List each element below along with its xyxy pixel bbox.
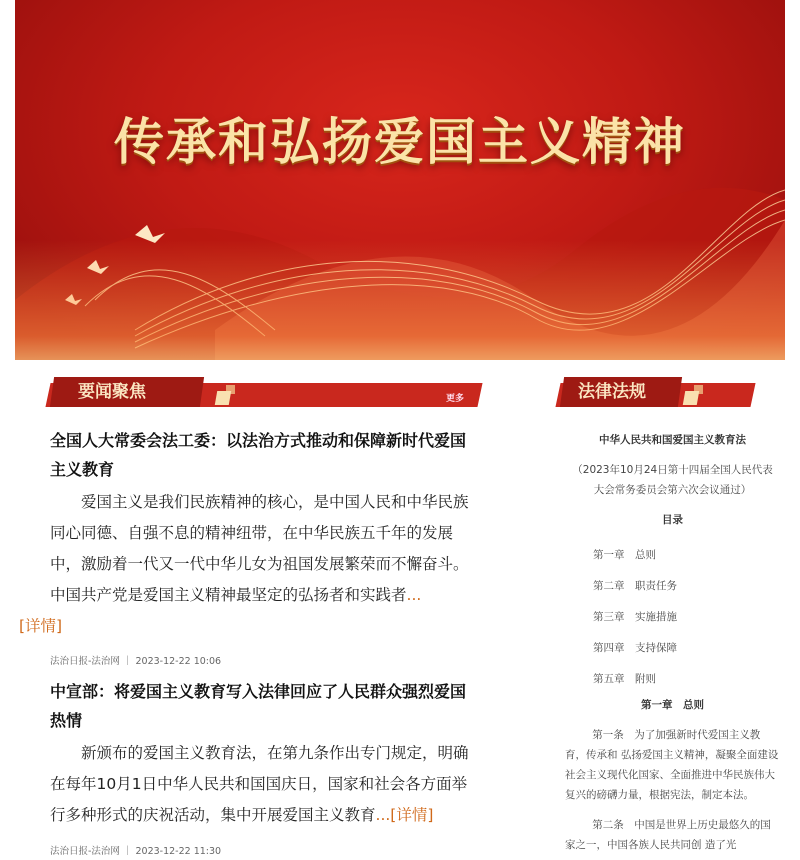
detail-link[interactable]: [详情]: [390, 806, 434, 824]
news-section-header: [48, 377, 480, 407]
article-meta: 法治日报-法治网 ｜ 2023-12-22 10:06: [50, 656, 222, 667]
detail-link[interactable]: [详情]: [19, 617, 63, 635]
article-summary: 新颁布的爱国主义教育法，在第九条作出专门规定，明确在每年10月1日中华人民共和国国庆日，国家和社会各方面举行多种形式的庆祝活动，集中开展爱国主义教育...[详情]: [50, 744, 469, 824]
law-text: 中华人民共和国爱国主义教育法 （2023年10月24日第十四届全国人民代表大会常务委员会第六次会议通过） 目录 第一章 总则 第二章 职责任务 第三章 实施措施 第四章 支持保障 第五章 附则 第一章 总则 第一条 为了加强新时代爱国主义教育，传承和 弘扬爱国主义精神，凝聚全面建设社会主义现代化国家、全面推进中华民族伟大复兴的磅礴力量，根据宪法，制定本法。 第二条 中国是世界上历史最悠久的国家之一，中国各族人民共同创 造了光: [565, 430, 780, 855]
law-section-header: [558, 377, 753, 407]
article-title[interactable]: 中宣部：将爱国主义教育写入法律回应了人民群众强烈爱国热情: [50, 682, 467, 730]
article-summary: 爱国主义是我们民族精神的核心，是中国人民和中华民族同心同德、自强不息的精神纽带，在中华民族五千年的发展中，激励着一代又一代中华儿女为祖国发展繁荣而不懈奋斗。中国共产党是爱国主义精神最坚定的弘扬者和实践者... [详情]: [19, 493, 469, 635]
law-doc-title: 中华人民共和国爱国主义教育法: [599, 434, 746, 446]
banner-title: 传承和弘扬爱国主义精神: [114, 112, 686, 171]
law-toc: 第一章 总则 第二章 职责任务 第三章 实施措施 第四章 支持保障 第五章 附则: [593, 549, 677, 685]
more-link[interactable]: 更多: [445, 394, 464, 404]
article-meta: 法治日报-法治网 ｜ 2023-12-22 11:30: [50, 846, 222, 857]
law-section-title: 法律法规: [578, 382, 646, 402]
news-section-title: 要闻聚焦: [78, 382, 146, 402]
hero-banner: [15, 0, 785, 360]
article-title[interactable]: 全国人大常委会法工委：以法治方式推动和保障新时代爱国主义教育: [50, 431, 467, 479]
